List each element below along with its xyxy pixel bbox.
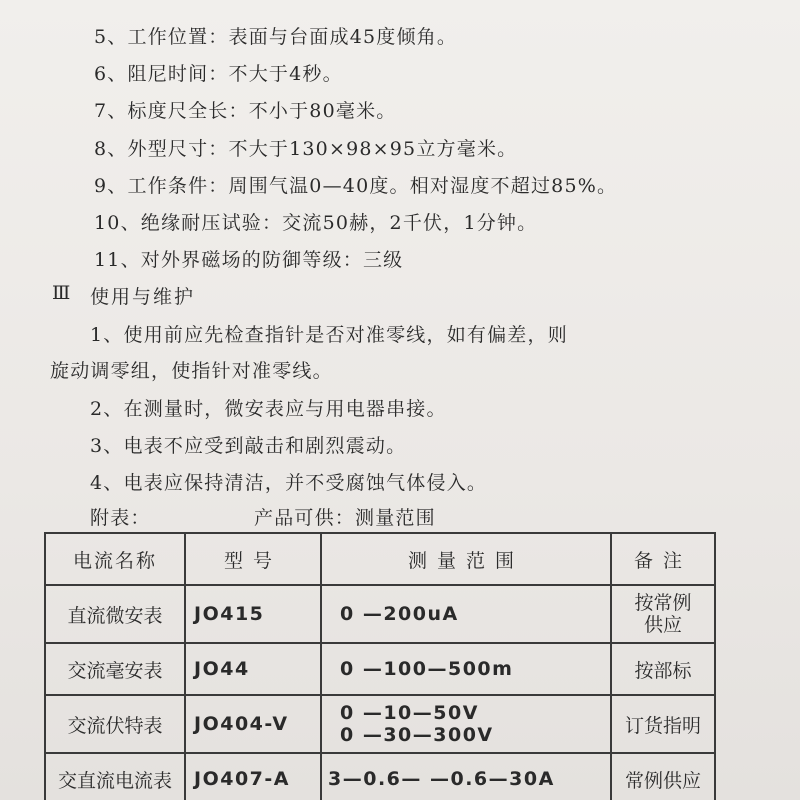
row-range: 0 —200uA	[321, 585, 611, 643]
section-numeral: Ⅲ	[52, 282, 73, 304]
spec-line-5: 5、工作位置：表面与台面成45度倾角。	[94, 26, 458, 48]
header-note: 备注	[611, 533, 715, 585]
appendix-caption: 产品可供：测量范围	[254, 507, 436, 529]
usage-line-2: 2、在测量时，微安表应与用电器串接。	[90, 398, 447, 420]
row-range	[321, 695, 611, 753]
row-note-line-2: 供应	[643, 614, 682, 636]
row-name: 交流伏特表	[45, 695, 185, 753]
row-model: JO407-A	[185, 753, 321, 800]
measurement-range-table	[44, 532, 716, 800]
usage-line-1a: 1、使用前应先检查指针是否对准零线，如有偏差，则	[90, 324, 568, 346]
row-note: 按部标	[611, 643, 715, 695]
row-note	[611, 585, 715, 643]
row-model: JO404-V	[185, 695, 321, 753]
spec-line-7: 7、标度尺全长：不小于80毫米。	[94, 100, 397, 122]
header-range: 测量范围	[321, 533, 611, 585]
row-range: 3—0.6— —0.6—30A	[321, 753, 611, 800]
section-title: 使用与维护	[90, 286, 196, 308]
row-note: 常例供应	[611, 753, 715, 800]
table-row	[45, 585, 715, 643]
table-row	[45, 753, 715, 800]
spec-line-9: 9、工作条件：周围气温0—40度。相对湿度不超过85%。	[94, 175, 618, 197]
header-model: 型号	[185, 533, 321, 585]
row-model: JO44	[185, 643, 321, 695]
row-range-line-1: 0 —10—50V	[340, 702, 479, 724]
table-header-row	[45, 533, 715, 585]
row-name: 直流微安表	[45, 585, 185, 643]
row-range-line-2: 0 —30—300V	[340, 724, 494, 746]
row-note: 订货指明	[611, 695, 715, 753]
row-note-line-1: 按常例	[634, 592, 692, 614]
spec-line-10: 10、绝缘耐压试验：交流50赫，2千伏，1分钟。	[94, 212, 538, 234]
usage-line-1b: 旋动调零组，使指针对准零线。	[50, 360, 333, 382]
usage-line-3: 3、电表不应受到敲击和剧烈震动。	[90, 435, 407, 457]
row-name: 交流毫安表	[45, 643, 185, 695]
header-current-name: 电流名称	[45, 533, 185, 585]
table-row	[45, 643, 715, 695]
spec-line-6: 6、阻尼时间：不大于4秒。	[94, 63, 343, 85]
row-model: JO415	[185, 585, 321, 643]
table-row	[45, 695, 715, 753]
spec-line-8: 8、外型尺寸：不大于130×98×95立方毫米。	[94, 138, 518, 160]
usage-line-4: 4、电表应保持清洁，并不受腐蚀气体侵入。	[90, 472, 488, 494]
appendix-label: 附表：	[90, 507, 151, 529]
row-name: 交直流电流表	[45, 753, 185, 800]
spec-line-11: 11、对外界磁场的防御等级：三级	[94, 249, 404, 271]
row-range: 0 —100—500m	[321, 643, 611, 695]
